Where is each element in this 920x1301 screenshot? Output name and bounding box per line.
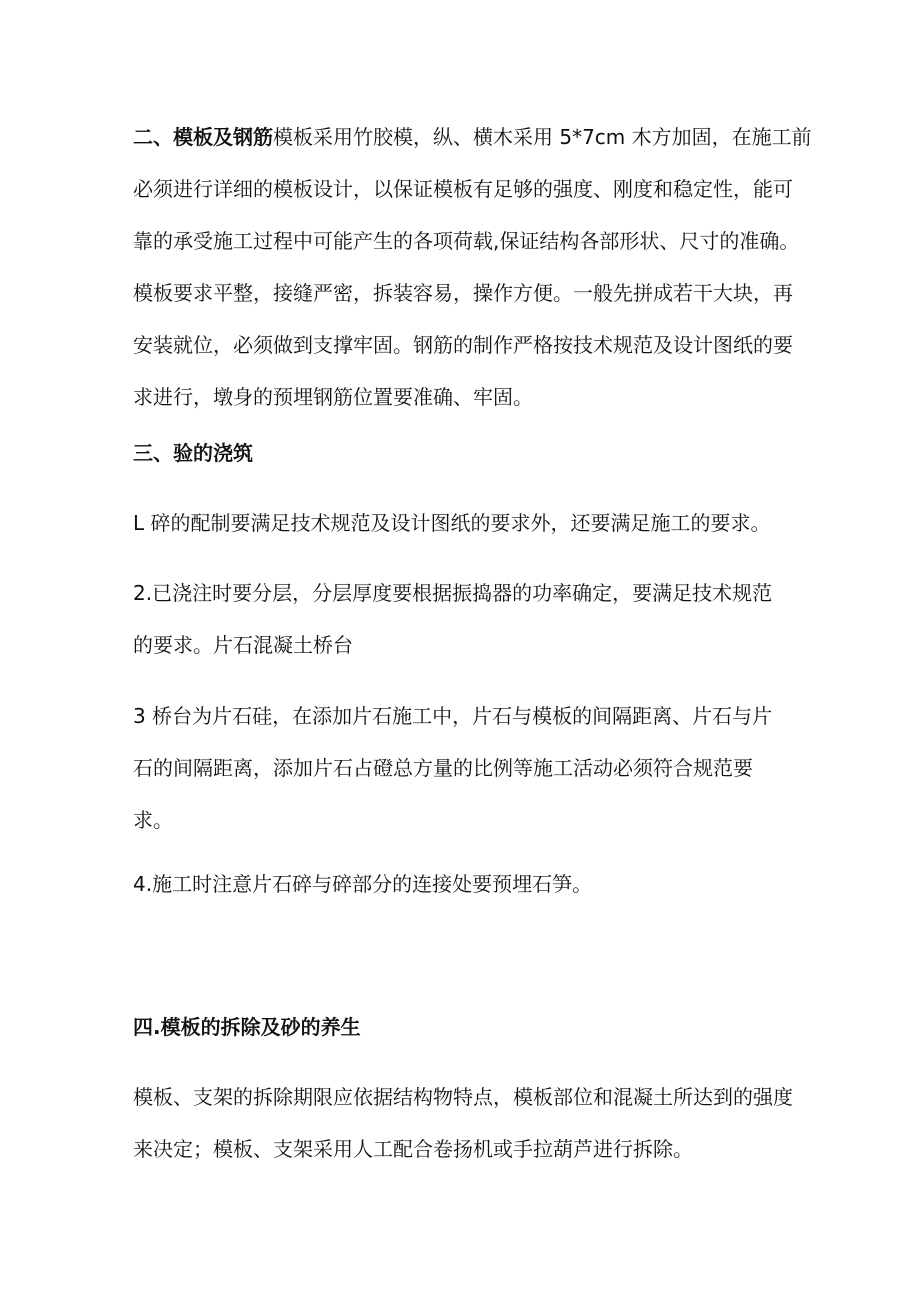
section2-line-2: 必须进行详细的模板设计，以保证模板有足够的强度、刚度和稳定性，能可 — [133, 177, 793, 201]
section4-line-2: 来决定；模板、支架采用人工配合卷扬机或手拉葫芦进行拆除。 — [133, 1137, 693, 1161]
section3-item1-line-1: L 碎的配制要满足技术规范及设计图纸的要求外，还要满足施工的要求。 — [133, 511, 771, 535]
section3-item3-line-3: 求。 — [133, 808, 173, 832]
section3-item3-line-2: 石的间隔距离，添加片石占磴总方量的比例等施工活动必须符合规范要 — [133, 756, 753, 780]
section4-paragraph — [133, 1071, 813, 1175]
section3-item2-line-1: 2.已浇注时要分层，分层厚度要根据振捣器的功率确定，要满足技术规范 — [133, 581, 773, 605]
section3-heading: 三、验的浇筑 — [133, 441, 253, 465]
section2-line-1-text: 模板采用竹胶模，纵、横木采用 5*7cm 木方加固，在施工前 — [273, 125, 812, 149]
section3-item1 — [133, 497, 813, 549]
section4-heading: 四.模板的拆除及砂的养生 — [133, 1015, 361, 1039]
section3-item4-line-1: 4.施工时注意片石碎与碎部分的连接处要预埋石笋。 — [133, 872, 593, 896]
section2-line-4: 模板要求平整，接缝严密，拆装容易，操作方便。一般先拼成若干大块，再 — [133, 281, 793, 305]
section2-line-6: 求进行，墩身的预埋钢筋位置要准确、牢固。 — [133, 385, 533, 409]
section2-line-5: 安装就位，必须做到支撑牢固。钢筋的制作严格按技术规范及设计图纸的要 — [133, 333, 793, 357]
section4-line-1: 模板、支架的拆除期限应依据结构物特点，模板部位和混凝土所达到的强度 — [133, 1085, 793, 1109]
section2-paragraph — [133, 111, 813, 423]
section2-line-3: 靠的承受施工过程中可能产生的各项荷载,保证结构各部形状、尺寸的准确。 — [133, 229, 800, 253]
section3-item2-line-2: 的要求。片石混凝土桥台 — [133, 633, 353, 657]
section2-heading: 二、模板及钢筋 — [133, 125, 273, 149]
section3-item2 — [133, 567, 813, 671]
section3-item3-line-1: 3 桥台为片石硅，在添加片石施工中，片石与模板的间隔距离、片石与片 — [133, 704, 773, 728]
section3-item4 — [133, 858, 813, 910]
section3-item3 — [133, 690, 813, 846]
section2-line-1 — [133, 111, 813, 163]
